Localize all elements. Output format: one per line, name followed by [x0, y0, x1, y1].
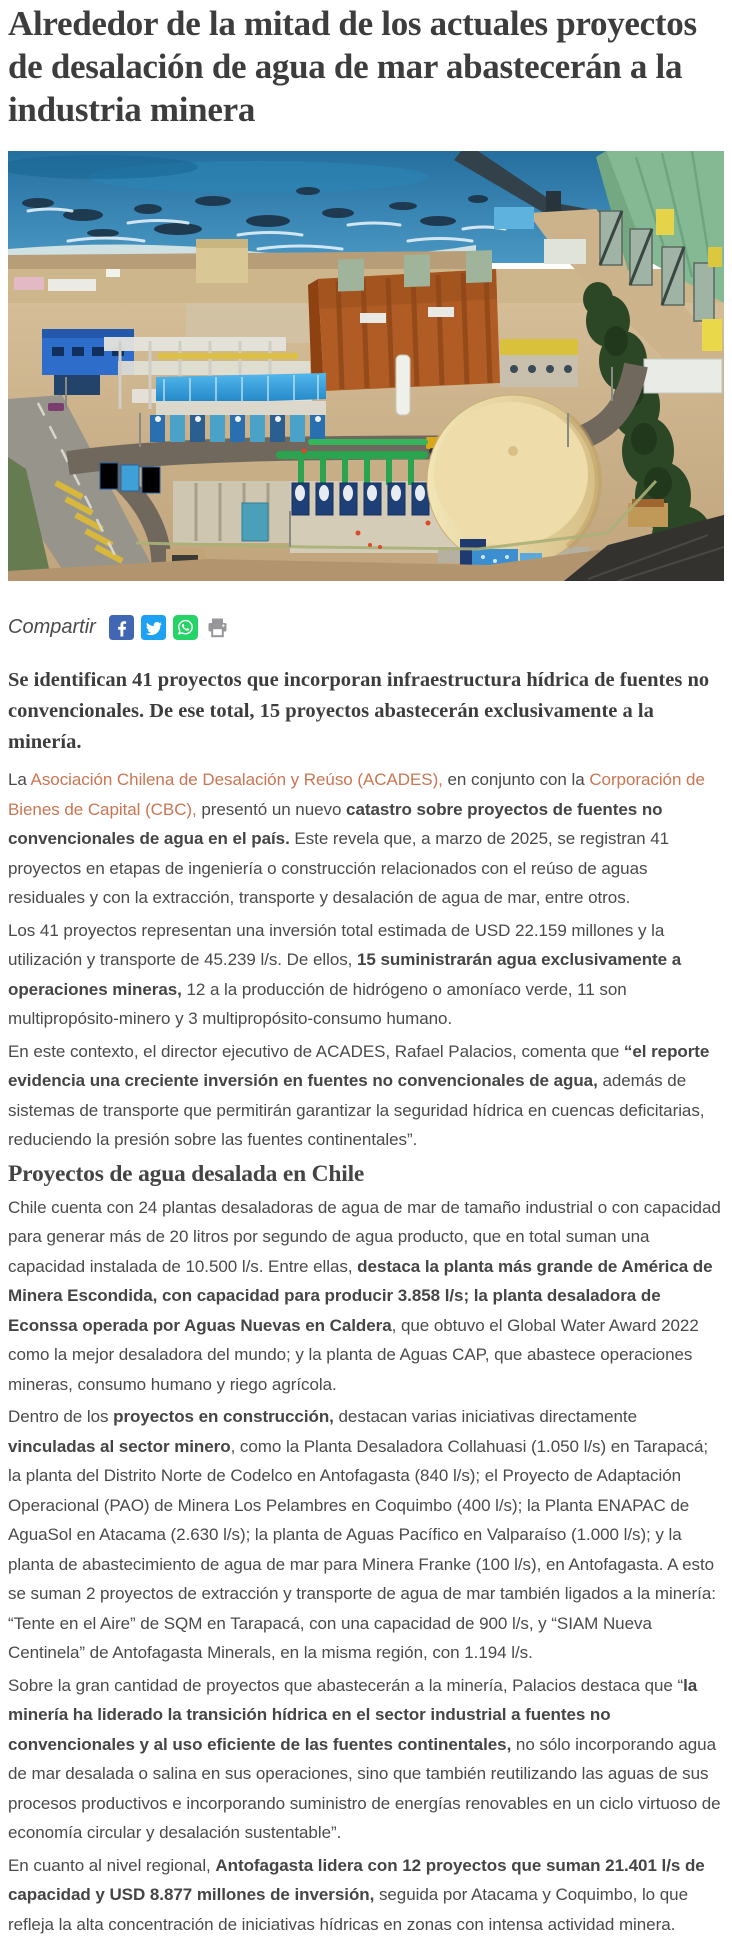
twitter-share-icon[interactable] — [141, 615, 166, 640]
text-run: Este revela que, a marzo de 2025, se registran 41 proyectos en etapas de ingeniería o construcción relacionados con el reúso de aguas residuales y con la extracción, transporte y desalación de agua de mar, entre otros. — [8, 829, 670, 907]
text-run: , como la Planta Desaladora Collahuasi (1.050 l/s) en Tarapacá; la planta del Distrito Norte de Codelco en Antofagasta (840 l/s); el Proyecto de Adaptación Operacional (PAO) de Minera Los Pelambres en Coquimbo (400 l/s); la Planta ENAPAC de AguaSol en Atacama (2.630 l/s); la planta de Aguas Pacífico en Valparaíso (1.000 l/s); y la planta de abastecimiento de agua de mar para Minera Franke (100 l/s), en Antofagasta. A esto se suman 2 proyectos de extracción y transporte de agua de mar también ligados a la minería: “Tente en el Aire” de SQM en Tarapacá, con una capacidad de 900 l/s, y “SIAM Nueva Centinela” de Antofagasta Minerals, en la misma región, con 1.194 l/s. — [8, 1436, 716, 1662]
paragraph — [8, 916, 724, 1034]
share-label: Compartir — [8, 616, 96, 638]
text-run: destacan varias iniciativas directamente — [333, 1407, 637, 1426]
text-run: Sobre la gran cantidad de proyectos que abastecerán a la minería, Palacios destaca que “ — [8, 1675, 684, 1695]
page-title: Alrededor de la mitad de los actuales proyectos de desalación de agua de mar abastecerán a la industria minera — [8, 4, 697, 129]
section-heading: Proyectos de agua desalada en Chile — [8, 1160, 365, 1187]
blue-roof-building — [150, 373, 326, 442]
paragraph — [8, 1037, 724, 1155]
text-run: Dentro de los — [8, 1407, 114, 1426]
facebook-share-icon[interactable] — [109, 615, 134, 640]
text-run: en conjunto con la — [442, 770, 590, 789]
paragraph — [8, 765, 724, 913]
inline-link[interactable]: Asociación Chilena de Desalación y Reúso (ACADES), — [30, 770, 443, 789]
bold-text: la minería ha liderado la transición hídrica en el sector industrial a fuentes no convencionales y al uso eficiente de las fuentes continentales, — [8, 1675, 698, 1754]
water-tank — [427, 395, 599, 569]
text-run: Chile cuenta con 24 plantas desaladoras de agua de mar de tamaño industrial o con capacidad para generar más de 20 litros por segundo de agua producto, que en total suman una capacidad instalada de 10.500 l/s. Entre ellas, — [8, 1197, 721, 1276]
article — [0, 2, 732, 1939]
text-run: seguida por Atacama y Coquimbo, lo que refleja la alta concentración de iniciativas hídricas en zonas con intensa actividad minera. — [8, 1885, 688, 1934]
paragraph — [8, 1193, 724, 1400]
paragraph — [8, 1671, 724, 1848]
bold-text: destaca la planta más grande de América de Minera Escondida, con capacidad para producir 3.858 l/s; la planta desaladora de Econssa operada por Aguas Nuevas en Caldera — [8, 1256, 713, 1335]
text-run: Los 41 proyectos representan una inversión total estimada de USD 22.159 millones y la utilización y transporte de 45.239 l/s. De ellos, — [8, 920, 665, 969]
bold-text: “el reporte evidencia una creciente inversión en fuentes no convencionales de agua, — [8, 1041, 710, 1090]
text-run: además de sistemas de transporte que permitirán garantizar la seguridad hídrica en cuencas deficitarias, reduciendo la presión sobre las fuentes continentales”. — [8, 1071, 705, 1149]
print-icon[interactable] — [205, 615, 230, 640]
text-run: En cuanto al nivel regional, — [8, 1855, 216, 1875]
desalination-plant-photo — [8, 151, 724, 581]
text-run: no sólo incorporando agua de mar desalada o salina en sus operaciones, sino que también reutilizando las aguas de sus procesos productivos e incorporando suministro de energías renovables en un ciclo virtuoso de economía circular y desalación sustentable”. — [8, 1734, 721, 1842]
bold-text: catastro sobre proyectos de fuentes no convencionales de agua en el país. — [8, 799, 663, 848]
text-run: En este contexto, el director ejecutivo de ACADES, Rafael Palacios, comenta que — [8, 1041, 624, 1061]
inline-link[interactable]: Corporación de Bienes de Capital (CBC), — [8, 770, 705, 819]
white-column — [396, 355, 410, 415]
article-image — [8, 151, 724, 581]
text-run: 12 a la producción de hidrógeno o amoníaco verde, 11 son multipropósito-minero y 3 multipropósito-consumo humano. — [8, 979, 627, 1028]
white-shed — [644, 359, 722, 393]
share-row — [8, 614, 724, 641]
bold-text: vinculadas al sector minero — [8, 1436, 231, 1456]
text-run: , que obtuvo el Global Water Award 2022 como la mejor desaladora del mundo; y la planta de Aguas CAP, que abastece operaciones mineras, consumo humano y riego agrícola. — [8, 1315, 699, 1394]
article-lede: Se identifican 41 proyectos que incorporan infraestructura hídrica de fuentes no convencionales. De ese total, 15 proyectos abastecerán exclusivamente a la minería. — [8, 669, 710, 753]
bold-text: 15 suministrarán agua exclusivamente a operaciones mineras, — [8, 950, 682, 999]
whatsapp-share-icon[interactable] — [173, 615, 198, 640]
paragraph — [8, 1851, 724, 1940]
paragraph — [8, 1402, 724, 1668]
text-run: La — [8, 770, 31, 789]
bold-text: Antofagasta lidera con 12 proyectos que suman 21.401 l/s de capacidad y USD 8.877 millones de inversión, — [8, 1855, 705, 1904]
yellow-racks — [500, 339, 578, 387]
text-run: presentó un nuevo — [196, 799, 347, 819]
bold-text: proyectos en construcción, — [113, 1407, 334, 1426]
article-body — [8, 765, 724, 1939]
